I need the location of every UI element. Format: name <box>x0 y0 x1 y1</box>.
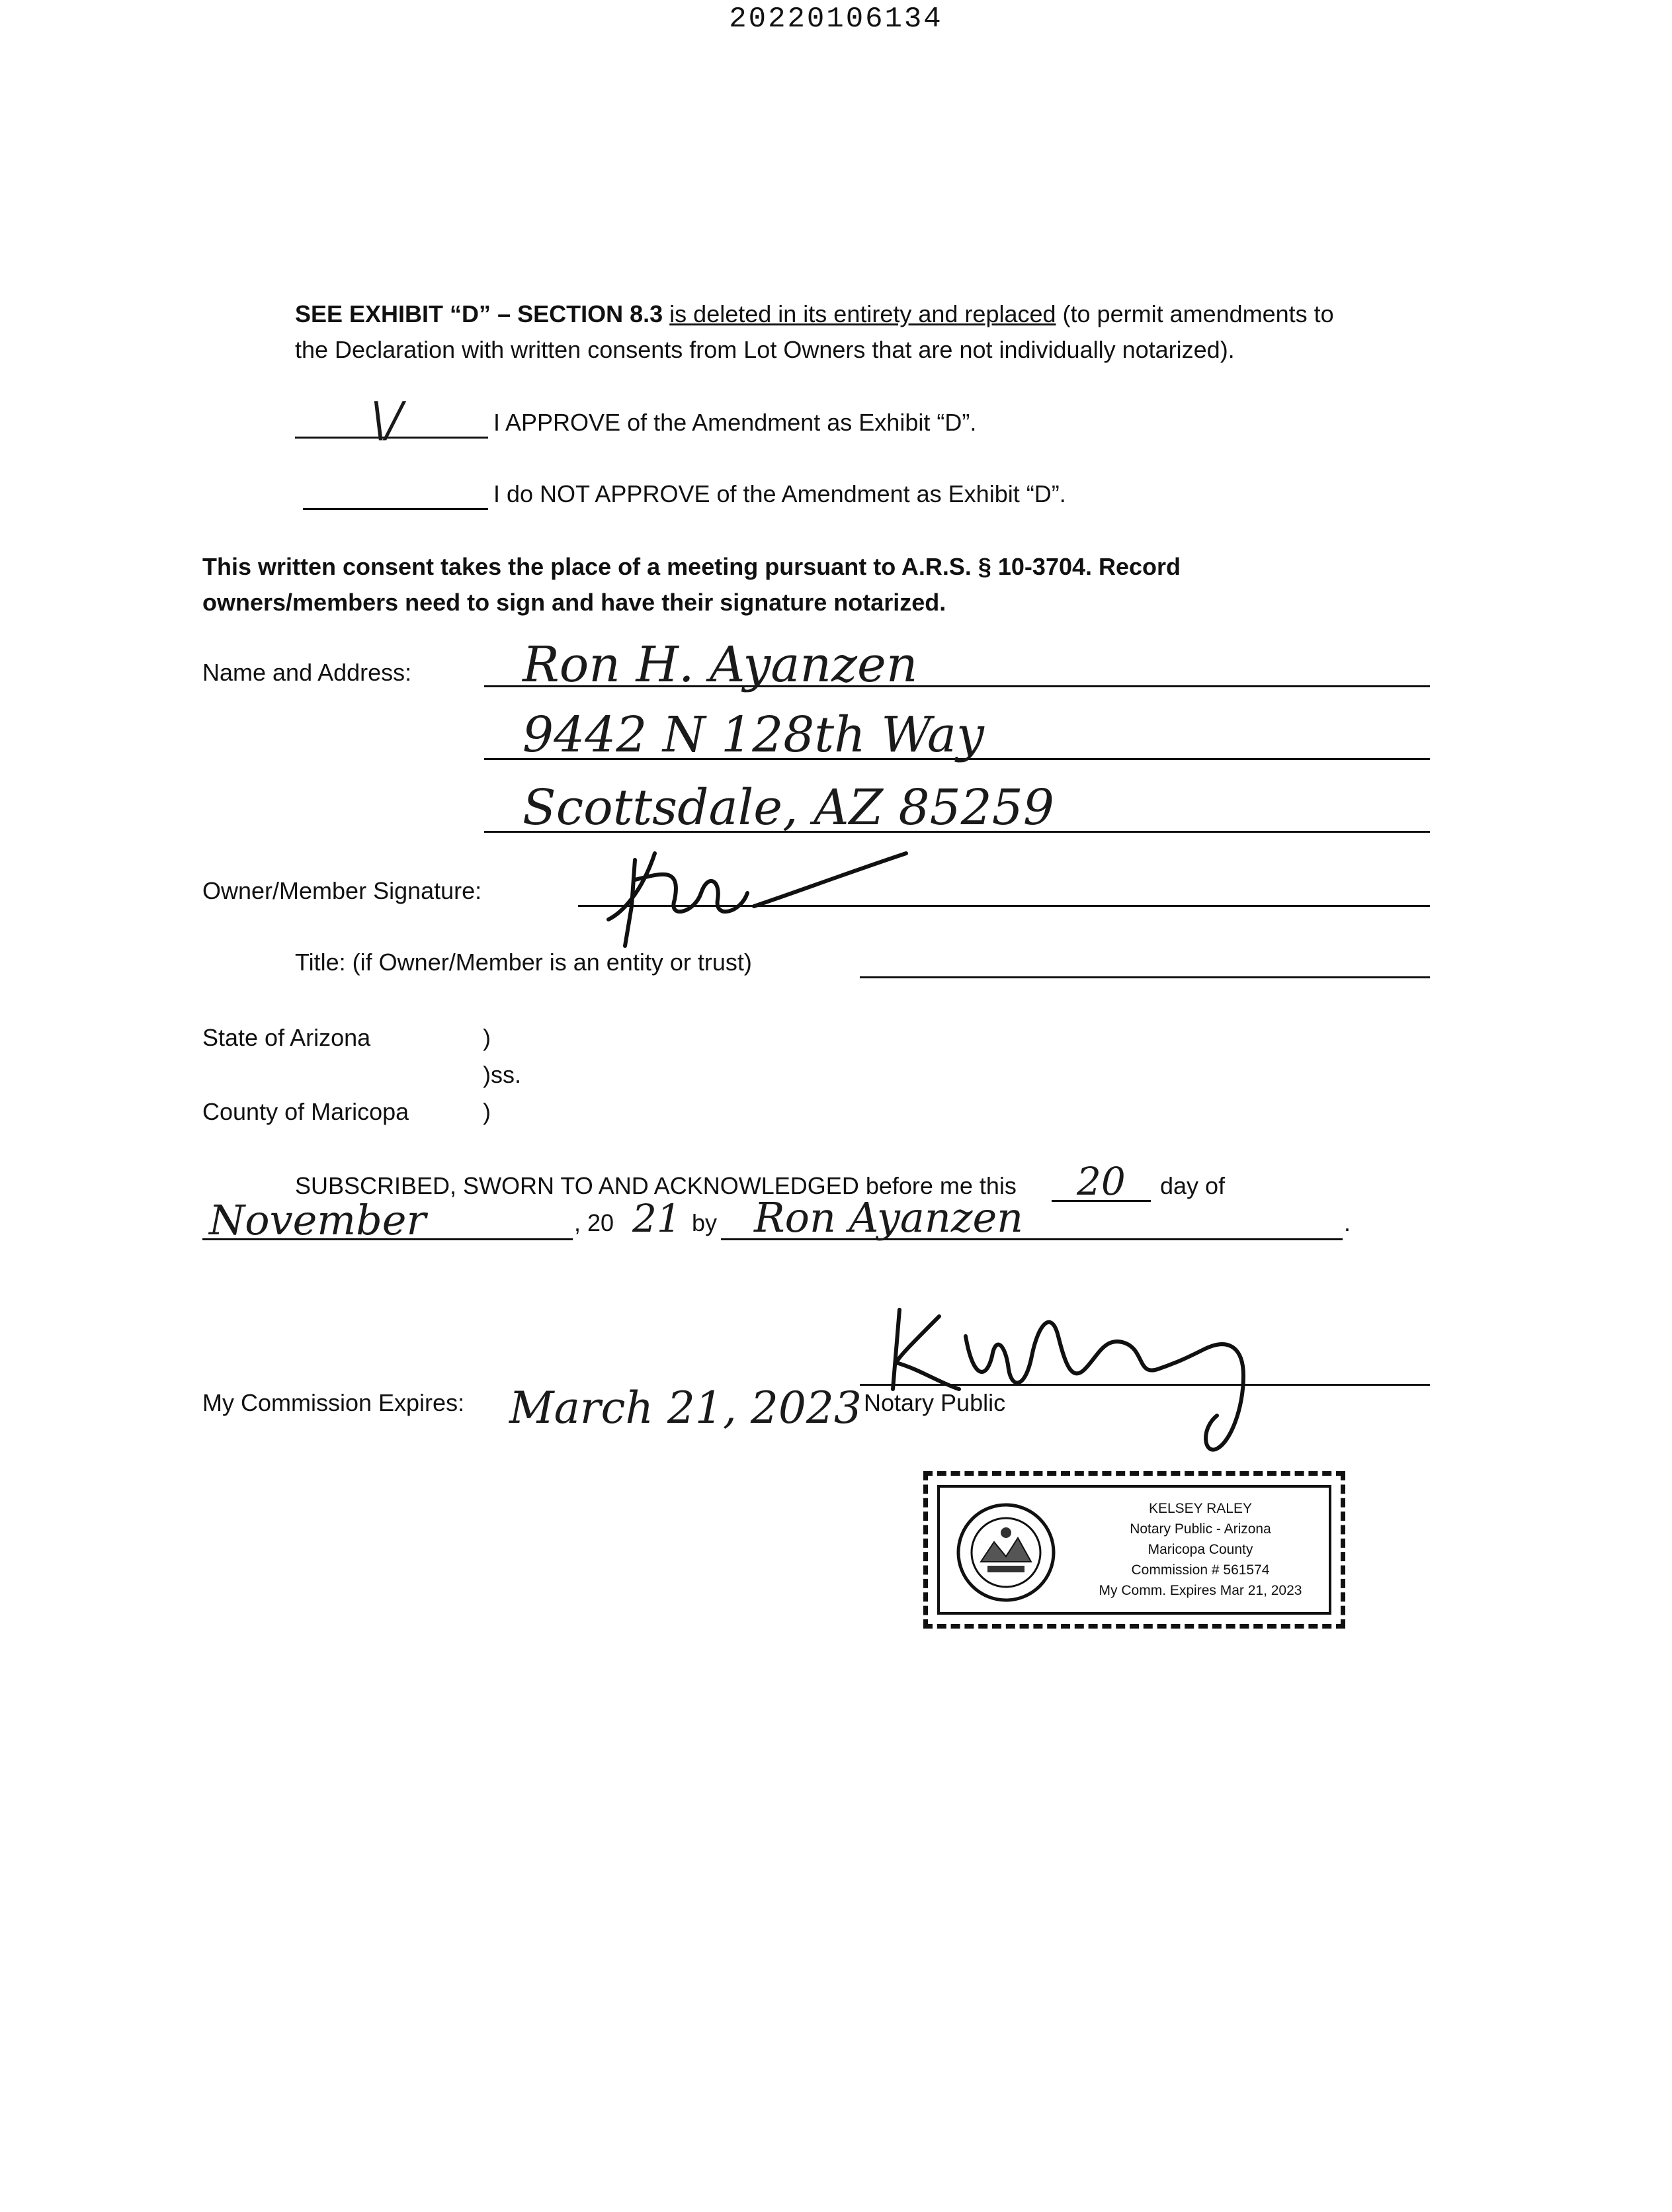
stamp-notary-name: KELSEY RALEY <box>1148 1501 1253 1516</box>
document-number: 20220106134 <box>729 3 943 36</box>
approve-label: I APPROVE of the Amendment as Exhibit “D”. <box>493 409 977 436</box>
notary-signature-image <box>873 1297 1310 1455</box>
owner-street-handwritten: 9442 N 128th Way <box>522 706 984 763</box>
acknowledgment-text: SUBSCRIBED, SWORN TO AND ACKNOWLEDGED before me this <box>295 1172 1017 1199</box>
owner-name-handwritten: Ron H. Ayanzen <box>522 636 918 693</box>
notary-stamp-border <box>937 1485 1331 1615</box>
commission-date-handwritten: March 21, 2023 <box>509 1382 862 1433</box>
exhibit-line-2: the Declaration with written consents from Lot Owners that are not individually notarized). <box>295 336 1235 363</box>
year-prefix: , 20 <box>574 1209 614 1236</box>
notary-stamp <box>923 1471 1345 1629</box>
arizona-state-seal <box>954 1501 1058 1604</box>
venue-county: County of Maricopa <box>202 1098 409 1125</box>
acknowledgment-period: . <box>1344 1209 1351 1236</box>
day-of-text: day of <box>1160 1172 1226 1199</box>
approve-check-mark: \/ <box>370 392 403 447</box>
consent-notice-line-2: owners/members need to sign and have their signature notarized. <box>202 589 946 616</box>
not-approve-label: I do NOT APPROVE of the Amendment as Exhibit “D”. <box>493 480 1066 507</box>
exhibit-space <box>663 300 669 327</box>
owner-city-handwritten: Scottsdale, AZ 85259 <box>522 779 1054 836</box>
stamp-notary-title: Notary Public - Arizona <box>1130 1521 1271 1537</box>
venue-paren-1: ) <box>483 1024 491 1051</box>
deleted-phrase: is deleted in its entirety and replaced <box>669 300 1056 327</box>
section-reference: SECTION 8.3 <box>517 300 663 327</box>
name-address-label: Name and Address: <box>202 659 412 686</box>
venue-state: State of Arizona <box>202 1024 371 1051</box>
owner-signature-label: Owner/Member Signature: <box>202 877 482 904</box>
exhibit-paragraph <box>295 296 1459 368</box>
stamp-commission: Commission # 561574 <box>1131 1562 1270 1578</box>
owner-title-label: Title: (if Owner/Member is an entity or trust) <box>295 949 752 976</box>
stamp-county: Maricopa County <box>1148 1542 1253 1557</box>
consent-notice-line-1: This written consent takes the place of a meeting pursuant to A.R.S. § 10-3704. Record <box>202 553 1181 580</box>
exhibit-reference: SEE EXHIBIT “D” <box>295 300 491 327</box>
commission-expires-label: My Commission Expires: <box>202 1389 465 1416</box>
owner-signature-image <box>595 840 939 953</box>
exhibit-purpose: (to permit amendments to <box>1056 300 1334 327</box>
by-text: by <box>692 1209 718 1236</box>
stamp-expires: My Comm. Expires Mar 21, 2023 <box>1099 1583 1302 1598</box>
day-handwritten: 20 <box>1077 1159 1126 1204</box>
notary-public-label: Notary Public <box>864 1389 1006 1416</box>
exhibit-line-1 <box>295 296 1459 332</box>
exhibit-dash: – <box>491 300 518 327</box>
notary-stamp-text <box>1079 1498 1322 1601</box>
person-handwritten: Ron Ayanzen <box>754 1193 1024 1242</box>
not-approve-blank[interactable] <box>303 508 488 510</box>
consent-notice <box>202 549 1459 620</box>
venue-ss: )ss. <box>483 1061 521 1088</box>
month-handwritten: November <box>209 1196 427 1244</box>
venue-paren-2: ) <box>483 1098 491 1125</box>
owner-title-line[interactable] <box>860 976 1430 978</box>
year-handwritten: 21 <box>632 1196 681 1241</box>
